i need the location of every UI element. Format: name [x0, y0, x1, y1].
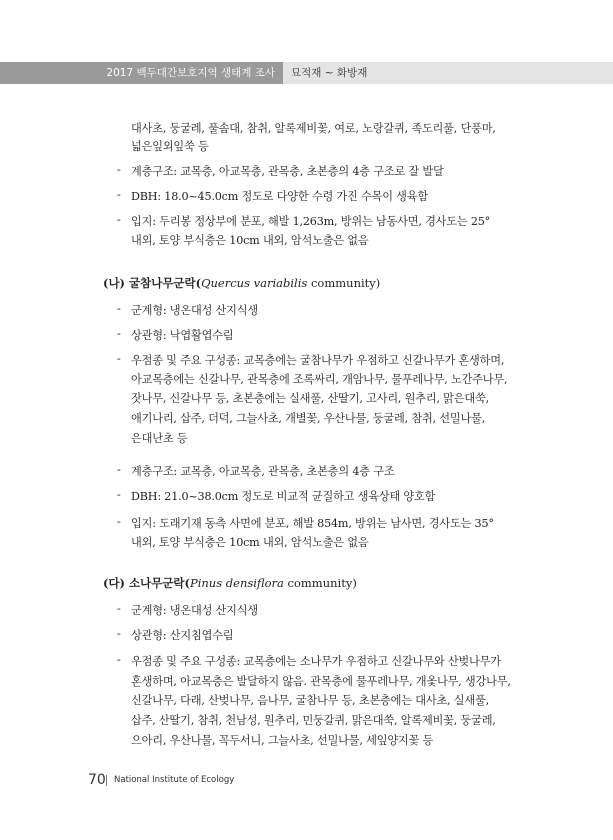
paragraph-line: DBH: 21.0~38.0cm 정도로 비교적 균질하고 생육상태 양호함	[131, 490, 436, 503]
paragraph-line: 계층구조: 교목층, 아교목층, 관목층, 초본층의 4층 구조	[131, 465, 395, 478]
paragraph-line: 내외, 토양 부식층은 10cm 내외, 암석노출은 없음	[131, 234, 369, 247]
bullet-dash: -	[117, 627, 121, 640]
paragraph-line: 입지: 도래기재 동측 사면에 분포, 해발 854m, 방위는 남사면, 경사도는 35°	[131, 517, 494, 530]
paragraph-line: 우점종 및 주요 구성종: 교목층에는 소나무가 우점하고 신갈나무와 산벚나무가	[131, 655, 501, 668]
section-title: 묘적재 ~ 화방재	[283, 62, 613, 84]
paragraph-line: 애기나리, 삽주, 더덕, 그늘사초, 개별꽃, 우산나물, 둥굴레, 참취, 선밀나물,	[131, 412, 486, 425]
paragraph-line: 우점종 및 주요 구성종: 교목층에는 굴참나무가 우점하고 신갈나무가 혼생하며,	[131, 354, 505, 367]
paragraph-line: 상관형: 낙엽활엽수림	[131, 329, 234, 342]
bullet-dash: -	[117, 488, 121, 501]
paragraph-line: 계층구조: 교목층, 아교목층, 관목층, 초본층의 4층 구조로 잘 발달	[131, 165, 444, 178]
paragraph-line: 아교목층에는 신갈나무, 관목층에 조록싸리, 개암나무, 물푸레나무, 노간주나무,	[131, 373, 508, 386]
bullet-dash: -	[117, 163, 121, 176]
paragraph-line: 군계형: 냉온대성 산지식생	[131, 304, 258, 317]
paragraph-line: 군계형: 냉온대성 산지식생	[131, 604, 258, 617]
bullet-dash: -	[117, 515, 121, 528]
paragraph-line: DBH: 18.0~45.0cm 정도로 다양한 수령 가진 수목이 생육함	[131, 190, 428, 203]
bullet-dash: -	[117, 302, 121, 315]
bullet-dash: -	[117, 352, 121, 365]
bullet-dash: -	[117, 213, 121, 226]
paragraph-line: 입지: 두리봉 정상부에 분포, 해발 1,263m, 방위는 남동사면, 경사도는 25°	[131, 215, 491, 228]
report-title: 2017 백두대간보호지역 생태계 조사	[0, 62, 283, 84]
bullet-dash: -	[117, 188, 121, 201]
bullet-dash: -	[117, 327, 121, 340]
paragraph-line: 삽주, 산딸기, 참취, 천남성, 원추리, 민둥갈퀴, 맑은대쑥, 알록제비꽃, 둥굴레,	[131, 714, 496, 727]
page-number: 70	[88, 772, 106, 788]
footer-institute: National Institute of Ecology	[114, 775, 235, 785]
bullet-dash: -	[117, 653, 121, 666]
paragraph-line: 넓은잎외잎쑥 등	[131, 140, 209, 153]
paragraph-line: 잣나무, 신갈나무 등, 초본층에는 실새풀, 산딸기, 고사리, 원추리, 맑은대쑥,	[131, 392, 489, 405]
bullet-dash: -	[117, 463, 121, 476]
paragraph-line: 으아리, 우산나물, 꼭두서니, 그늘사초, 선밀나물, 세잎양지꽃 등	[131, 734, 434, 747]
paragraph-line: 은대난초 등	[131, 432, 188, 445]
paragraph-line: 신갈나무, 다래, 산벚나무, 음나무, 굴참나무 등, 초본층에는 대사초, 실새풀,	[131, 694, 489, 707]
paragraph-line: 혼생하며, 아교목층은 발달하지 않음. 관목층에 물푸레나무, 개옻나무, 생강나무,	[131, 675, 511, 688]
section-heading-na: (나) 굴참나무군락(Quercus variabilis community)	[103, 276, 381, 290]
section-heading-da: (다) 소나무군락(Pinus densiflora community)	[103, 576, 357, 590]
footer-divider	[106, 775, 107, 786]
paragraph-line: 상관형: 산지침엽수림	[131, 629, 234, 642]
paragraph-line: 내외, 토양 부식층은 10cm 내외, 암석노출은 없음	[131, 536, 369, 549]
running-header	[0, 62, 613, 84]
bullet-dash: -	[117, 602, 121, 615]
paragraph-line: 대사초, 둥굴레, 풀솜대, 참취, 알록제비꽃, 여로, 노랑갈퀴, 족도리풀, 단풍마,	[131, 122, 496, 135]
